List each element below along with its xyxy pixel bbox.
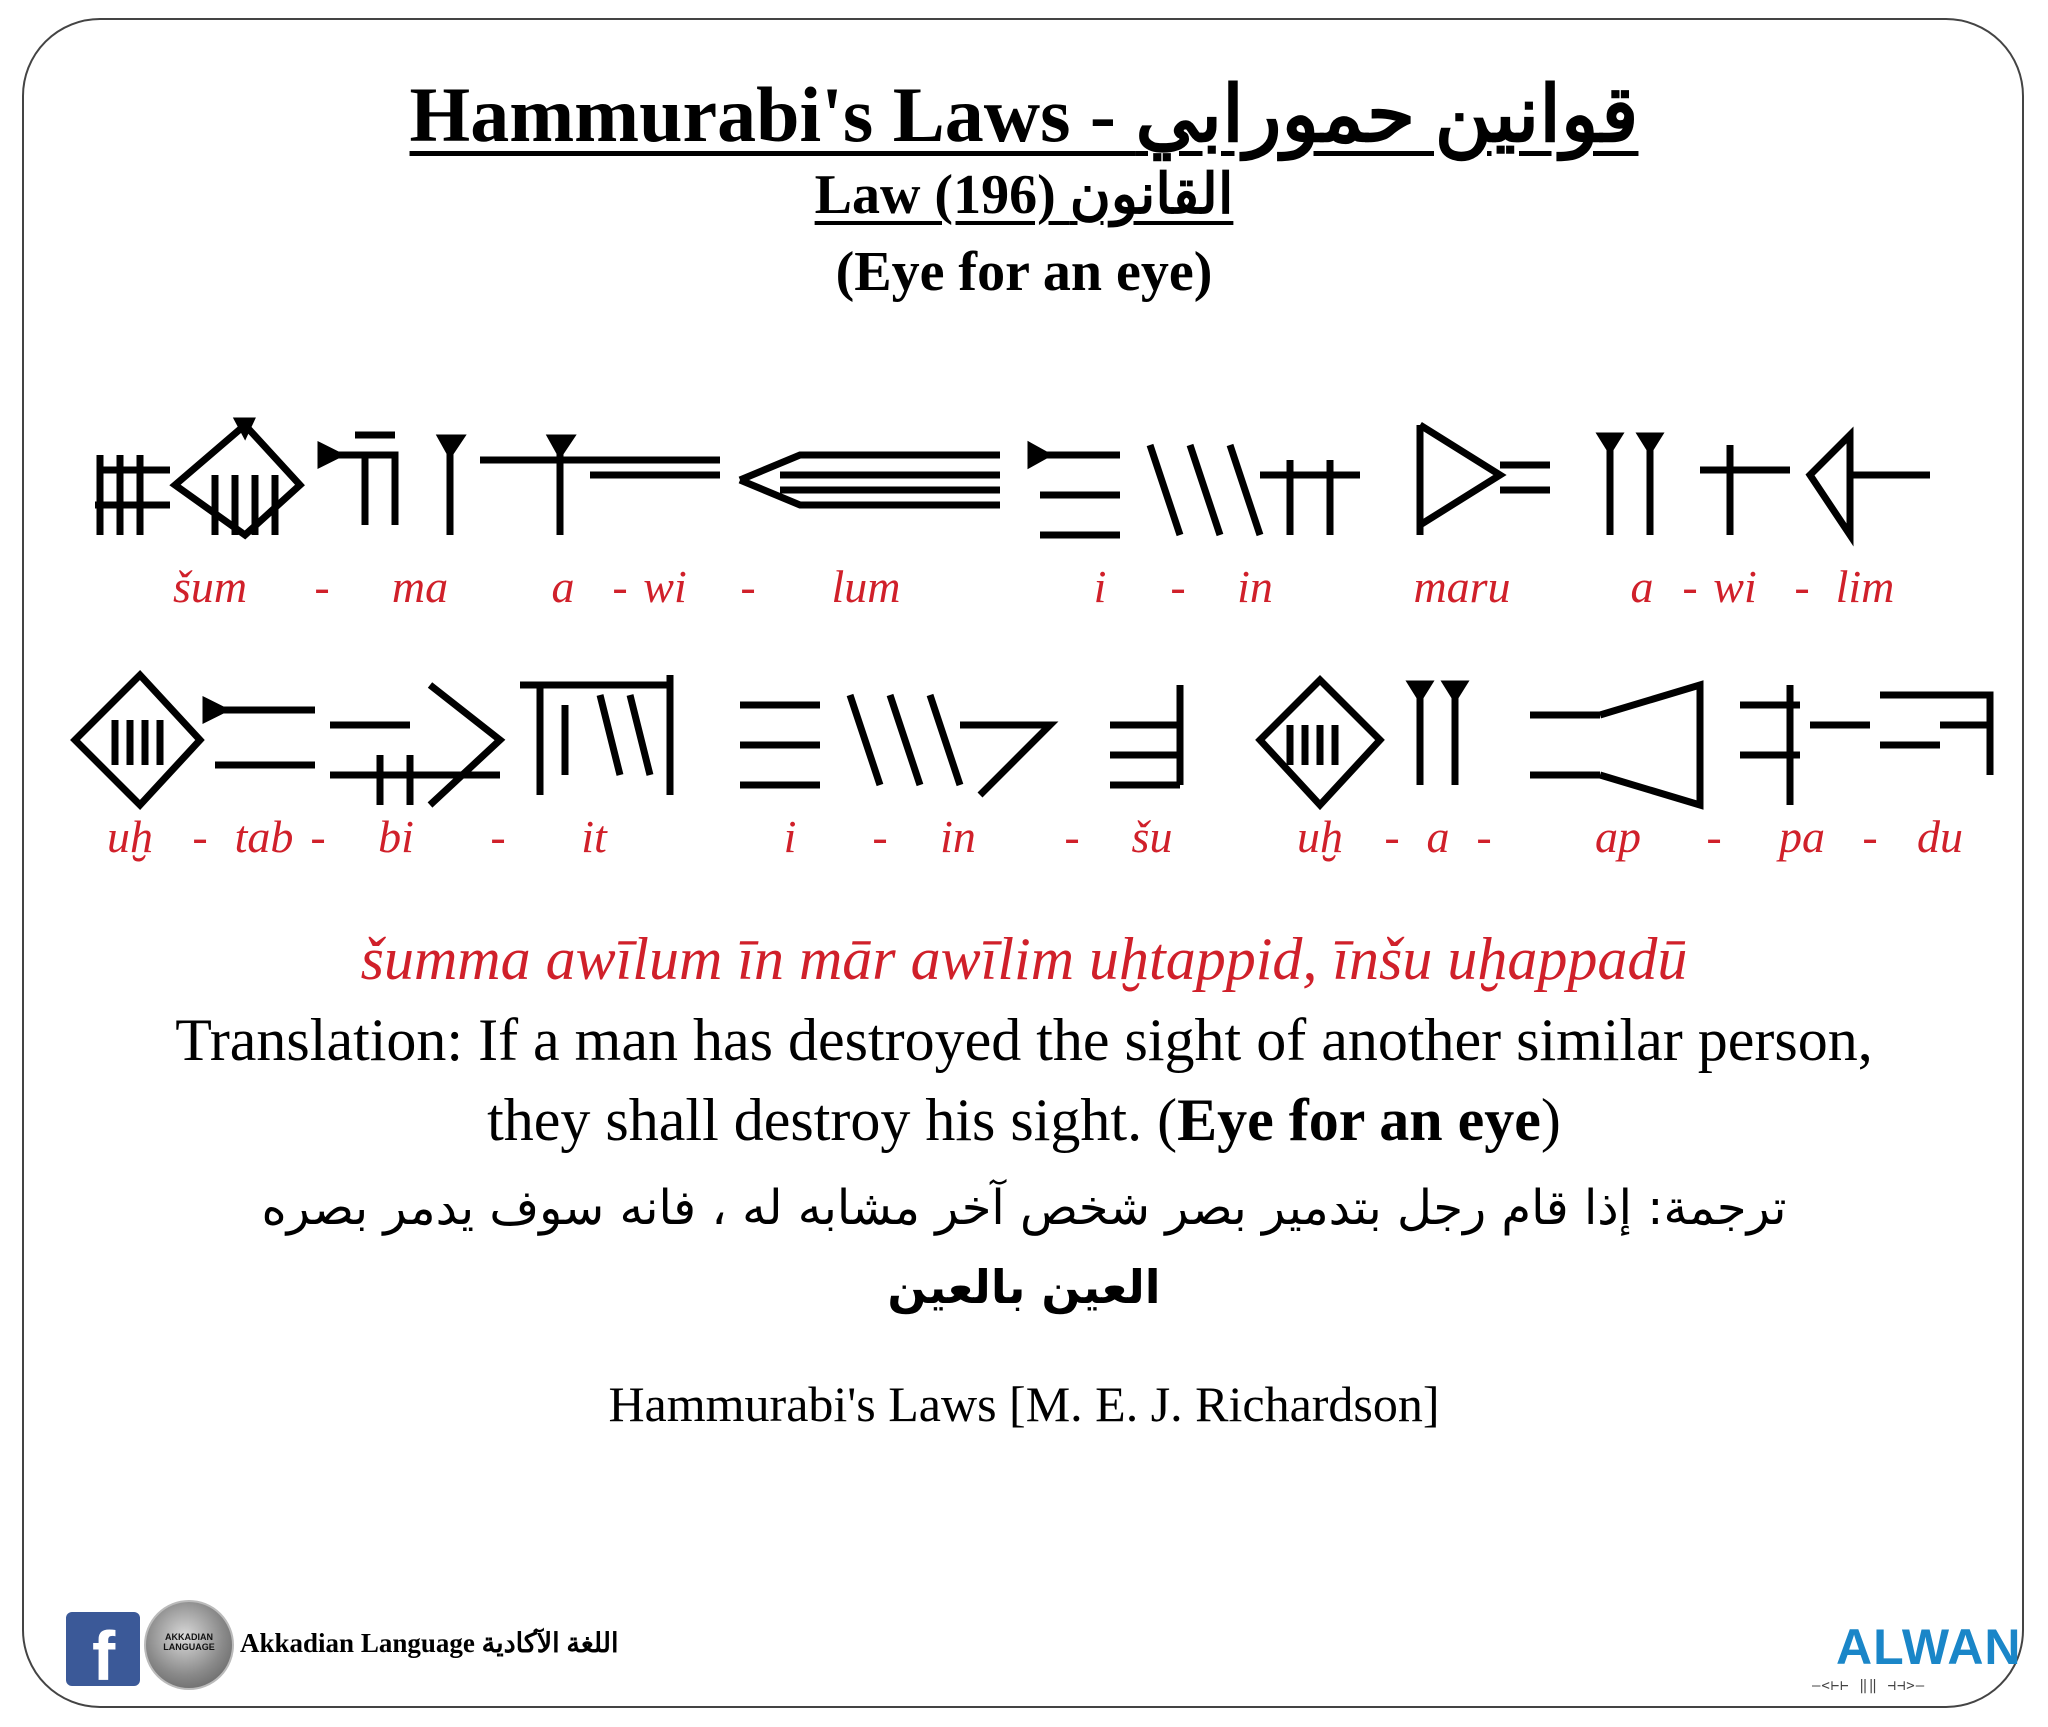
syllable: uḫ <box>1297 811 1343 862</box>
syllable-separator: - <box>740 561 756 612</box>
syllable: lim <box>1835 561 1895 612</box>
syllable: wi <box>1713 561 1757 612</box>
cuneiform-sign <box>520 675 670 795</box>
syllable-separator: - <box>490 811 506 862</box>
law-number: Law (196) القانون <box>814 164 1234 226</box>
syllable: i <box>783 811 797 862</box>
translation-line-1: Translation: If a man has destroyed the sight of another similar person, <box>175 1007 1873 1073</box>
cuneiform-sign <box>1740 685 1870 805</box>
syllable-separator: - <box>1862 811 1878 862</box>
arabic-translation: ترجمة: إذا قام رجل بتدمير بصر شخص آخر مشابه له ، فانه سوف يدمر بصره <box>261 1180 1787 1236</box>
cuneiform-sign <box>1600 435 1790 535</box>
syllable: tab <box>234 811 294 862</box>
avatar <box>144 1600 234 1690</box>
law-subtitle: (Eye for an eye) <box>835 241 1213 303</box>
syllable: maru <box>1413 561 1511 612</box>
alwan-logo <box>1808 1618 2022 1698</box>
syllable: pa <box>1779 811 1825 862</box>
syllable: šum <box>172 561 248 612</box>
syllable-separator: - <box>1170 561 1186 612</box>
syllable: i <box>1093 561 1107 612</box>
facebook-icon[interactable] <box>66 1612 140 1695</box>
syllable: lum <box>831 561 901 612</box>
syllable: a <box>551 561 575 612</box>
syllable: a <box>1630 561 1654 612</box>
syllable: ma <box>391 561 449 612</box>
syllable-separator: - <box>314 561 330 612</box>
syllable: bi <box>378 811 414 862</box>
syllable-separator: - <box>1706 811 1722 862</box>
english-translation <box>0 1000 2048 1160</box>
syllable-separator: - <box>1794 561 1810 612</box>
syllable: uḫ <box>107 811 153 862</box>
syllable-separator: - <box>612 561 628 612</box>
brand-label: Akkadian Language اللغة الآكادية <box>240 1628 619 1658</box>
cuneiform-line-2 <box>0 665 2048 815</box>
translation-line-2: they shall destroy his sight. (Eye for an eye) <box>487 1087 1561 1153</box>
syllable: wi <box>643 561 687 612</box>
syllable-separator: - <box>192 811 208 862</box>
syllable-separator: - <box>1682 561 1698 612</box>
cuneiform-sign <box>1420 425 1550 535</box>
syllable: it <box>581 811 607 862</box>
syllable-separator: - <box>872 811 888 862</box>
syllable-line-2 <box>0 810 2048 870</box>
citation: Hammurabi's Laws [M. E. J. Richardson] <box>608 1376 1440 1432</box>
cuneiform-sign <box>95 420 300 535</box>
cuneiform-sign <box>1110 685 1180 785</box>
syllable: šu <box>1131 811 1173 862</box>
cuneiform-sign <box>1410 683 1465 785</box>
syllable-line-1 <box>0 560 2048 620</box>
cuneiform-sign <box>740 455 1000 505</box>
facebook-glyph: f <box>92 1617 116 1695</box>
syllable: du <box>1917 811 1963 862</box>
cuneiform-sign <box>330 685 500 805</box>
syllable: ap <box>1595 811 1641 862</box>
cuneiform-sign <box>440 437 720 535</box>
alwan-logo-strip: —<⊢⊢ ‖‖ ⊣⊣>— <box>1812 1678 1926 1694</box>
cuneiform-sign <box>205 700 315 765</box>
syllable-separator: - <box>1476 811 1492 862</box>
syllable-separator: - <box>310 811 326 862</box>
syllable-separator: - <box>1064 811 1080 862</box>
syllable: in <box>940 811 976 862</box>
cuneiform-sign <box>1260 460 1360 535</box>
alwan-logo-word: ALWAN <box>1836 1619 2022 1675</box>
syllable: in <box>1237 561 1273 612</box>
cuneiform-sign <box>320 435 395 525</box>
syllable-separator: - <box>1384 811 1400 862</box>
cuneiform-sign <box>1810 435 1930 535</box>
cuneiform-sign <box>1030 445 1260 535</box>
transliteration: šumma awīlum īn mār awīlim uḫtappid, īnšu uḫappadū <box>360 926 1688 992</box>
syllable: a <box>1426 811 1450 862</box>
translation-emphasis: Eye for an eye <box>1177 1087 1541 1153</box>
cuneiform-sign <box>1880 695 1990 775</box>
cuneiform-sign <box>740 695 1050 795</box>
cuneiform-sign <box>1530 685 1700 805</box>
cuneiform-sign <box>1260 680 1380 805</box>
cuneiform-sign <box>75 675 200 805</box>
cuneiform-line-1 <box>0 415 2048 545</box>
arabic-eye-for-eye: العين بالعين <box>887 1260 1161 1314</box>
page-title: Hammurabi's Laws - قوانين حمورابي <box>409 71 1639 158</box>
avatar-label: AKKADIAN LANGUAGE <box>163 1632 215 1652</box>
